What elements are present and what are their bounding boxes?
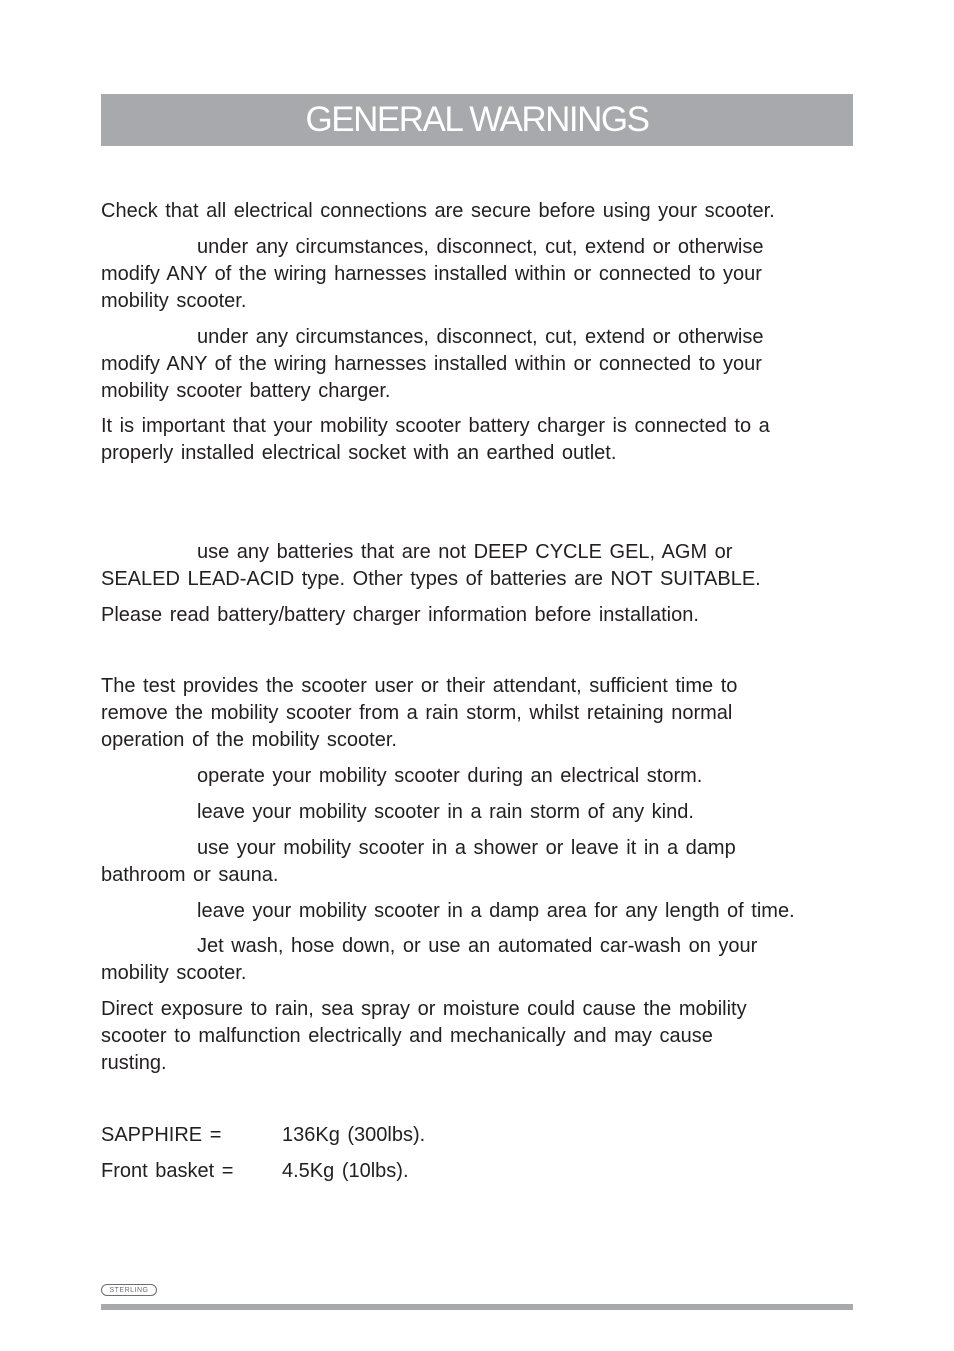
text-line: Check that all electrical connections are secure before using your scooter. — [101, 200, 775, 222]
text-line: use your mobility scooter in a shower or leave it in a damp — [197, 837, 736, 859]
spec-row-sapphire — [101, 1122, 425, 1149]
paragraph-electrical-storm — [101, 763, 853, 790]
section-banner — [101, 94, 853, 146]
paragraph-battery-type — [101, 539, 853, 593]
brand-logo — [101, 1284, 157, 1296]
text-line: bathroom or sauna. — [101, 864, 279, 886]
text-line: Jet wash, hose down, or use an automated car-wash on your — [197, 935, 758, 957]
text-line: It is important that your mobility scooter battery charger is connected to a — [101, 415, 770, 437]
text-line: rusting. — [101, 1052, 167, 1074]
logo-text: STERLING — [109, 1286, 149, 1294]
text-line: under any circumstances, disconnect, cut, extend or otherwise — [197, 326, 764, 348]
paragraph-jet-wash — [101, 933, 853, 987]
text-line: use any batteries that are not DEEP CYCLE GEL, AGM or — [197, 541, 733, 563]
text-line: The test provides the scooter user or their attendant, sufficient time to — [101, 675, 738, 697]
spec-label: Front basket = — [101, 1160, 234, 1182]
text-line: mobility scooter. — [101, 962, 247, 984]
text-line: operate your mobility scooter during an electrical storm. — [197, 765, 703, 787]
text-line: modify ANY of the wiring harnesses installed within or connected to your — [101, 353, 762, 375]
text-line: properly installed electrical socket with an earthed outlet. — [101, 442, 617, 464]
spec-value: 136Kg (300lbs). — [282, 1124, 426, 1146]
text-line: leave your mobility scooter in a rain storm of any kind. — [197, 801, 694, 823]
paragraph-damp-area — [101, 898, 853, 925]
text-line: Direct exposure to rain, sea spray or moisture could cause the mobility — [101, 998, 747, 1020]
paragraph-rain-storm — [101, 799, 853, 826]
spec-row-front-basket — [101, 1158, 409, 1185]
text-line: scooter to malfunction electrically and mechanically and may cause — [101, 1025, 713, 1047]
text-line: under any circumstances, disconnect, cut, extend or otherwise — [197, 236, 764, 258]
text-line: Please read battery/battery charger information before installation. — [101, 604, 699, 626]
text-line: remove the mobility scooter from a rain storm, whilst retaining normal — [101, 702, 733, 724]
paragraph-earthed-outlet — [101, 413, 853, 467]
text-line: mobility scooter. — [101, 290, 247, 312]
paragraph-rain-test — [101, 673, 853, 754]
text-line: leave your mobility scooter in a damp area for any length of time. — [197, 900, 795, 922]
spec-label: SAPPHIRE = — [101, 1124, 222, 1146]
paragraph-battery-info — [101, 602, 853, 629]
text-line: operation of the mobility scooter. — [101, 729, 397, 751]
paragraph-direct-exposure — [101, 996, 853, 1077]
paragraph-charger-wiring — [101, 324, 853, 405]
page-title: GENERAL WARNINGS — [305, 100, 649, 139]
paragraph-check-connections — [101, 198, 853, 225]
text-line: modify ANY of the wiring harnesses installed within or connected to your — [101, 263, 762, 285]
paragraph-shower — [101, 835, 853, 889]
text-line: SEALED LEAD-ACID type. Other types of batteries are NOT SUITABLE. — [101, 568, 761, 590]
spec-value: 4.5Kg (10lbs). — [282, 1160, 409, 1182]
text-line: mobility scooter battery charger. — [101, 380, 391, 402]
paragraph-wiring-harness — [101, 234, 853, 315]
footer-divider — [101, 1304, 853, 1310]
